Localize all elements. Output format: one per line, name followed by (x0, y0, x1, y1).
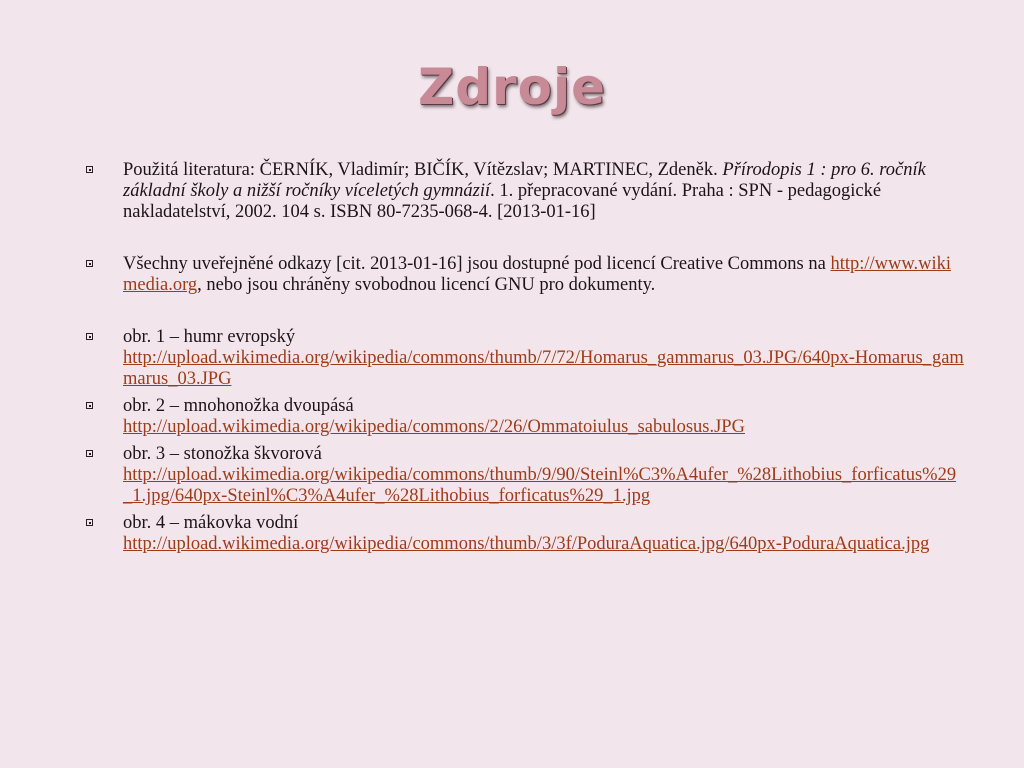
list-item-image-3 (86, 444, 964, 507)
list-item-image-2 (86, 396, 964, 438)
image-3-link[interactable]: http://upload.wikimedia.org/wikipedia/commons/thumb/9/90/Steinl%C3%A4ufer_%28Lithobius_forficatus%29_1.jpg/640px-Steinl%C3%A4ufer_%28Lithobius_forficatus%29_1.jpg (123, 465, 957, 506)
list-item-literature (86, 160, 964, 223)
square-bullet-icon (86, 333, 93, 340)
license-lead: Všechny uveřejněné odkazy [cit. 2013-01-16] jsou dostupné pod licencí Creative Commons na (123, 254, 831, 274)
license-tail: , nebo jsou chráněny svobodnou licencí GNU pro dokumenty. (197, 275, 656, 295)
slide-title: Zdroje (417, 58, 607, 116)
square-bullet-icon (86, 402, 93, 409)
image-4-label: obr. 4 – mákovka vodní (123, 513, 299, 533)
list-item-license (86, 254, 964, 296)
list-item-image-1 (86, 327, 964, 390)
square-bullet-icon (86, 519, 93, 526)
square-bullet-icon (86, 450, 93, 457)
square-bullet-icon (86, 260, 93, 267)
image-4-link[interactable]: http://upload.wikimedia.org/wikipedia/commons/thumb/3/3f/PoduraAquatica.jpg/640px-PoduraAquatica.jpg (123, 534, 930, 554)
literature-book-title: Přírodopis 1 : pro 6. ročník základní školy a nižší ročníky víceletých gymnázií (123, 160, 926, 201)
image-3-label: obr. 3 – stonožka škvorová (123, 444, 322, 464)
literature-lead: Použitá literatura: ČERNÍK, Vladimír; BIČÍK, Vítězslav; MARTINEC, Zdeněk. (123, 160, 723, 180)
image-1-link[interactable]: http://upload.wikimedia.org/wikipedia/commons/thumb/7/72/Homarus_gammarus_03.JPG/640px-Homarus_gammarus_03.JPG (123, 348, 964, 389)
wikimedia-link[interactable]: http://www.wikimedia.org (123, 254, 952, 295)
square-bullet-icon (86, 166, 93, 173)
sources-list (86, 160, 964, 561)
image-2-label: obr. 2 – mnohonožka dvoupásá (123, 396, 354, 416)
list-item-image-4 (86, 513, 964, 555)
literature-tail: . 1. přepracované vydání. Praha : SPN - pedagogické nakladatelství, 2002. 104 s. ISBN 80-7235-068-4. [2013-01-16] (123, 181, 882, 222)
image-2-link[interactable]: http://upload.wikimedia.org/wikipedia/commons/2/26/Ommatoiulus_sabulosus.JPG (123, 417, 745, 437)
image-1-label: obr. 1 – humr evropský (123, 327, 296, 347)
